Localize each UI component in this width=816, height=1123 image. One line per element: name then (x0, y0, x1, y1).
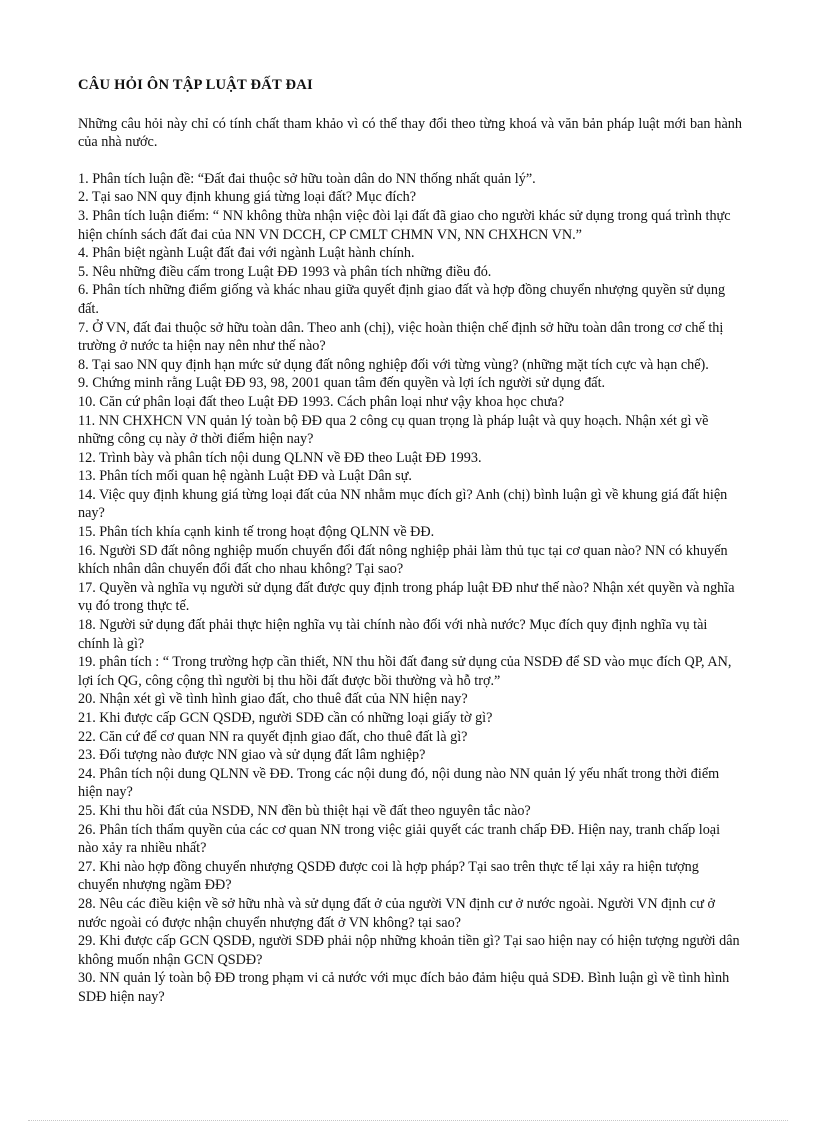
question-item: 30. NN quản lý toàn bộ ĐĐ trong phạm vi cả nước với mục đích bảo đảm hiệu quả SDĐ. Bình luận gì về tình hình SDĐ hiện nay? (78, 970, 730, 1005)
question-item: 8. Tại sao NN quy định hạn mức sử dụng đất nông nghiệp đối với từng vùng? (những mặt tích cực và hạn chế). (78, 356, 709, 373)
question-item: 15. Phân tích khía cạnh kinh tế trong hoạt động QLNN về ĐĐ. (78, 524, 435, 541)
question-item: 28. Nêu các điều kiện về sở hữu nhà và sử dụng đất ở của người VN định cư ở nước ngoài. Người VN định cư ở nước ngoài có được nhận chuyển nhượng đất ở VN không? tại sao? (78, 895, 715, 931)
question-item: 6. Phân tích những điểm giống và khác nhau giữa quyết định giao đất và hợp đồng chuyển nhượng quyền sử dụng đất. (78, 282, 726, 317)
question-item: 1. Phân tích luận đề: “Đất đai thuộc sở hữu toàn dân do NN thống nhất quản lý”. (78, 170, 536, 187)
question-item: 16. Người SD đất nông nghiệp muốn chuyển đổi đất nông nghiệp phải làm thủ tục tại cơ quan nào? NN có khuyến khích nhân dân chuyển đổi đất cho nhau không? Tại sao? (78, 542, 728, 578)
question-item: 20. Nhận xét gì về tình hình giao đất, cho thuê đất của NN hiện nay? (78, 691, 468, 708)
question-item: 18. Người sử dụng đất phải thực hiện nghĩa vụ tài chính nào đối với nhà nước? Mục đích quy định nghĩa vụ tài chính là gì? (78, 617, 708, 652)
question-item: 3. Phân tích luận điểm: “ NN không thừa nhận việc đòi lại đất đã giao cho người khác sử dụng trong quá trình thực hiện chính sách đất đai của NN VN DCCH, CP CMLT CHMN VN, NN CHXHCN VN.” (78, 207, 731, 243)
question-item: 24. Phân tích nội dung QLNN về ĐĐ. Trong các nội dung đó, nội dung nào NN quản lý yếu nhất trong thời điểm hiện nay? (78, 765, 720, 801)
question-item: 13. Phân tích mối quan hệ ngành Luật ĐĐ và Luật Dân sự. (78, 468, 412, 485)
question-item: 4. Phân biệt ngành Luật đất đai với ngành Luật hành chính. (78, 245, 415, 262)
question-item: 25. Khi thu hồi đất của NSDĐ, NN đền bù thiệt hại về đất theo nguyên tắc nào? (78, 802, 531, 819)
document-intro: Những câu hỏi này chỉ có tính chất tham khảo vì có thể thay đổi theo từng khoá và văn bản pháp luật mới ban hành của nhà nước. (78, 115, 742, 151)
question-item: 2. Tại sao NN quy định khung giá từng loại đất? Mục đích? (78, 189, 417, 206)
question-item: 23. Đối tượng nào được NN giao và sử dụng đất lâm nghiệp? (78, 747, 426, 764)
page-bottom-divider (28, 1120, 788, 1121)
question-item: 7. Ở VN, đất đai thuộc sở hữu toàn dân. Theo anh (chị), việc hoàn thiện chế định sở hữu toàn dân trong cơ chế thị trường ở nước ta hiện nay nên như thế nào? (78, 319, 724, 355)
question-item: 9. Chứng minh rằng Luật ĐĐ 93, 98, 2001 quan tâm đến quyền và lợi ích người sử dụng đất. (78, 375, 606, 392)
question-item: 21. Khi được cấp GCN QSDĐ, người SDĐ cần có những loại giấy tờ gì? (78, 710, 493, 726)
question-item: 29. Khi được cấp GCN QSDĐ, người SDĐ phải nộp những khoản tiền gì? Tại sao hiện nay có hiện tượng người dân không muốn nhận GCN QSDĐ? (78, 933, 740, 968)
question-item: 14. Việc quy định khung giá từng loại đất của NN nhằm mục đích gì? Anh (chị) bình luận gì về khung giá đất hiện nay? (78, 486, 728, 522)
question-item: 17. Quyền và nghĩa vụ người sử dụng đất được quy định trong pháp luật ĐĐ như thế nào? Nhận xét quyền và nghĩa vụ đó trong thực tế. (78, 579, 735, 615)
document-body (78, 76, 742, 1007)
question-item: 26. Phân tích thẩm quyền của các cơ quan NN trong việc giải quyết các tranh chấp ĐĐ. Hiện nay, tranh chấp loại nào xảy ra nhiều nhất? (78, 821, 721, 857)
question-item: 10. Căn cứ phân loại đất theo Luật ĐĐ 1993. Cách phân loại như vậy khoa học chưa? (78, 393, 564, 410)
question-item: 12. Trình bày và phân tích nội dung QLNN về ĐĐ theo Luật ĐĐ 1993. (78, 449, 482, 466)
question-item: 5. Nêu những điều cấm trong Luật ĐĐ 1993 và phân tích những điều đó. (78, 263, 492, 280)
question-list (78, 170, 742, 1007)
question-item: 22. Căn cứ để cơ quan NN ra quyết định giao đất, cho thuê đất là gì? (78, 728, 468, 745)
question-item: 11. NN CHXHCN VN quản lý toàn bộ ĐĐ qua 2 công cụ quan trọng là pháp luật và quy hoạch. Nhận xét gì về những công cụ này ở thời điểm hiện nay? (78, 412, 709, 448)
question-item: 27. Khi nào hợp đồng chuyển nhượng QSDĐ được coi là hợp pháp? Tại sao trên thực tế lại xảy ra hiện tượng chuyển nhượng ngầm ĐĐ? (78, 858, 699, 894)
document-title: CÂU HỎI ÔN TẬP LUẬT ĐẤT ĐAI (78, 77, 313, 93)
question-item: 19. phân tích : “ Trong trường hợp cần thiết, NN thu hồi đất đang sử dụng của NSDĐ để SD vào mục đích QP, AN, lợi ích QG, công cộng thì người bị thu hồi đất được bồi thường và hỗ trợ.” (78, 654, 732, 689)
